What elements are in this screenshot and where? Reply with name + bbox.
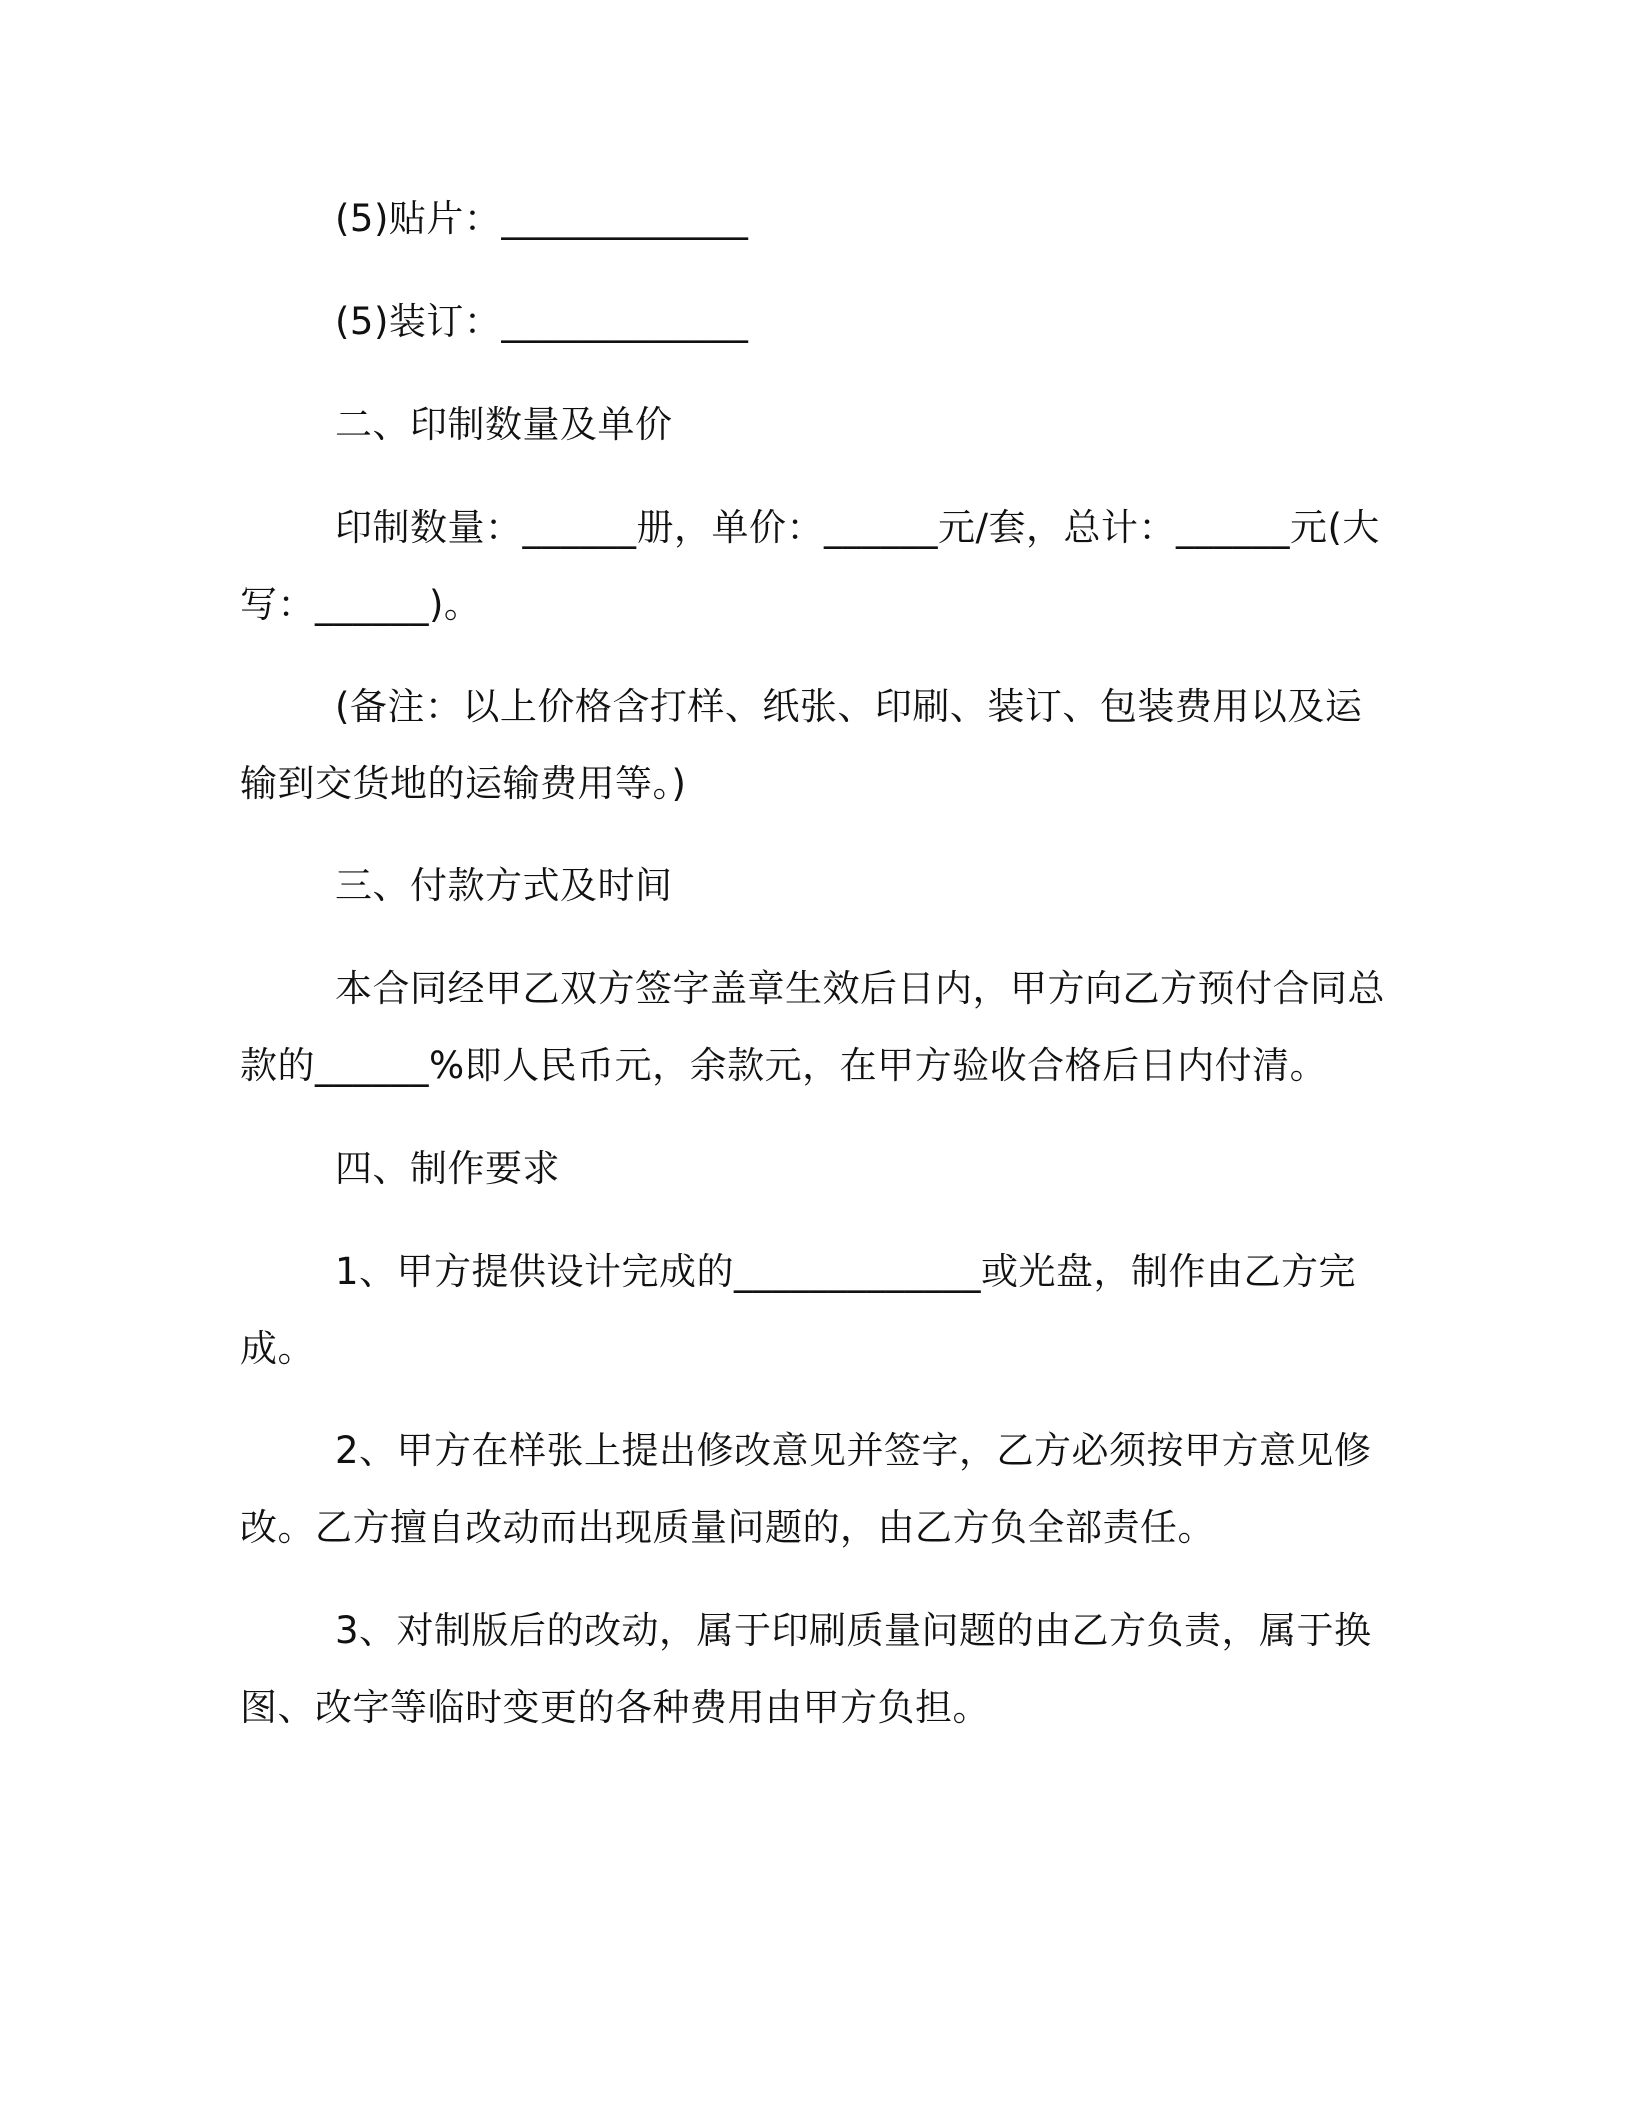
item-tiepian: (5)贴片：_____________ xyxy=(335,197,749,240)
requirement-1: 1、甲方提供设计完成的_____________或光盘，制作由乙方完成。 xyxy=(240,1250,1357,1370)
requirement-3: 3、对制版后的改动，属于印刷质量问题的由乙方负责，属于换图、改字等临时变更的各种费用由甲方负担。 xyxy=(240,1609,1372,1729)
requirement-2: 2、甲方在样张上提出修改意见并签字，乙方必须按甲方意见修改。乙方擅自改动而出现质量问题的，由乙方负全部责任。 xyxy=(240,1429,1372,1549)
section-heading-quantity-price: 二、印制数量及单价 xyxy=(335,403,673,446)
paragraph-payment: 本合同经甲乙双方签字盖章生效后日内，甲方向乙方预付合同总款的______%即人民币元，余款元，在甲方验收合格后日内付清。 xyxy=(240,967,1385,1087)
item-zhuangding: (5)装订：_____________ xyxy=(335,300,749,343)
section-heading-requirements: 四、制作要求 xyxy=(335,1147,560,1190)
paragraph-remark: (备注：以上价格含打样、纸张、印刷、装订、包装费用以及运输到交货地的运输费用等。) xyxy=(240,685,1363,805)
paragraph-quantity-price: 印制数量：______册，单价：______元/套，总计：______元(大写：______)。 xyxy=(240,506,1380,626)
section-heading-payment: 三、付款方式及时间 xyxy=(335,864,673,907)
